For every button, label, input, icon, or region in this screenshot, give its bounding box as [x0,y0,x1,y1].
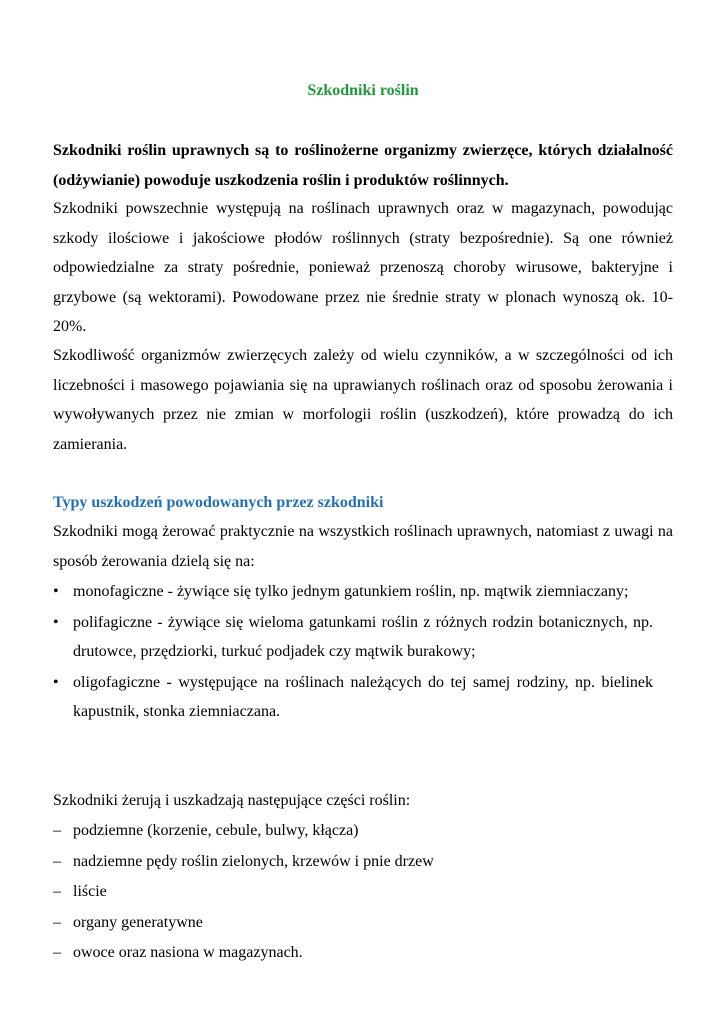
list-item-text: owoce oraz nasiona w magazynach. [73,944,303,961]
dash-icon: – [53,822,61,839]
list-item-text: liście [73,883,107,900]
list-item [53,908,673,939]
list-item [53,847,673,878]
list-item-text: monofagiczne - żywiące się tylko jednym gatunkiem roślin, np. mątwik ziemniaczany; [73,583,629,600]
list-item-text: nadziemne pędy roślin zielonych, krzewów i pnie drzew [73,852,434,870]
document-title: Szkodniki roślin [307,82,419,99]
bullet-icon: • [53,613,59,631]
list-item-text: oligofagiczne - występujące na roślinach należących do tej samej rodziny, np. bielinek kapustnik, stonka ziemniaczana. [73,673,653,720]
paragraph-damaged-parts-intro: Szkodniki żerują i uszkadzają następujące części roślin: [53,792,411,809]
list-item-text: podziemne (korzenie, cebule, bulwy, kłącza) [73,822,359,839]
list-item [53,816,673,847]
list-item-text: organy generatywne [73,913,203,931]
damaged-parts-list [53,816,673,969]
paragraph-feeding-types-intro: Szkodniki mogą żerować praktycznie na wszystkich roślinach uprawnych, natomiast z uwagi na sposób żerowania dzielą się na: [53,523,673,570]
dash-icon: – [53,944,61,961]
section-heading-damage-types: Typy uszkodzeń powodowanych przez szkodniki [53,494,384,511]
list-item [53,608,653,667]
dash-icon: – [53,883,61,900]
list-item-text: polifagiczne - żywiące się wieloma gatunkami roślin z różnych rodzin botanicznych, np. drutowce, przędziorki, turkuć podjadek czy mątwik burakowy; [73,613,653,660]
dash-icon: – [53,913,61,931]
paragraph-direct-losses: Szkodniki powszechnie występują na roślinach uprawnych oraz w magazynach, powodując szkody ilościowe i jakościowe płodów roślinnych (straty bezpośrednie). Są one również odpowiedzialne za straty pośrednie, ponieważ przenoszą choroby wirusowe, bakteryjne i grzybowe (są wektorami). Powodowane przez nie średnie straty w plonach wynoszą ok. 10-20%. [53,200,673,335]
list-item [53,577,653,607]
paragraph-harmfulness: Szkodliwość organizmów zwierzęcych zależy od wielu czynników, a w szczególności od ich liczebności i masowego pojawiania się na uprawianych roślinach oraz od sposobu żerowania i wywoływanych przez nie zmian w morfologii roślin (uszkodzeń), które prowadzą do ich zamierania. [53,347,673,453]
feeding-types-list [53,577,653,728]
list-item [53,877,673,908]
list-item [53,938,673,969]
bullet-icon: • [53,673,59,691]
lead-paragraph: Szkodniki roślin uprawnych są to roślinożerne organizmy zwierzęce, których działalność (odżywianie) powoduje uszkodzenia roślin i produktów roślinnych. [53,142,673,189]
list-item [53,668,653,727]
bullet-icon: • [53,583,59,600]
dash-icon: – [53,852,61,870]
